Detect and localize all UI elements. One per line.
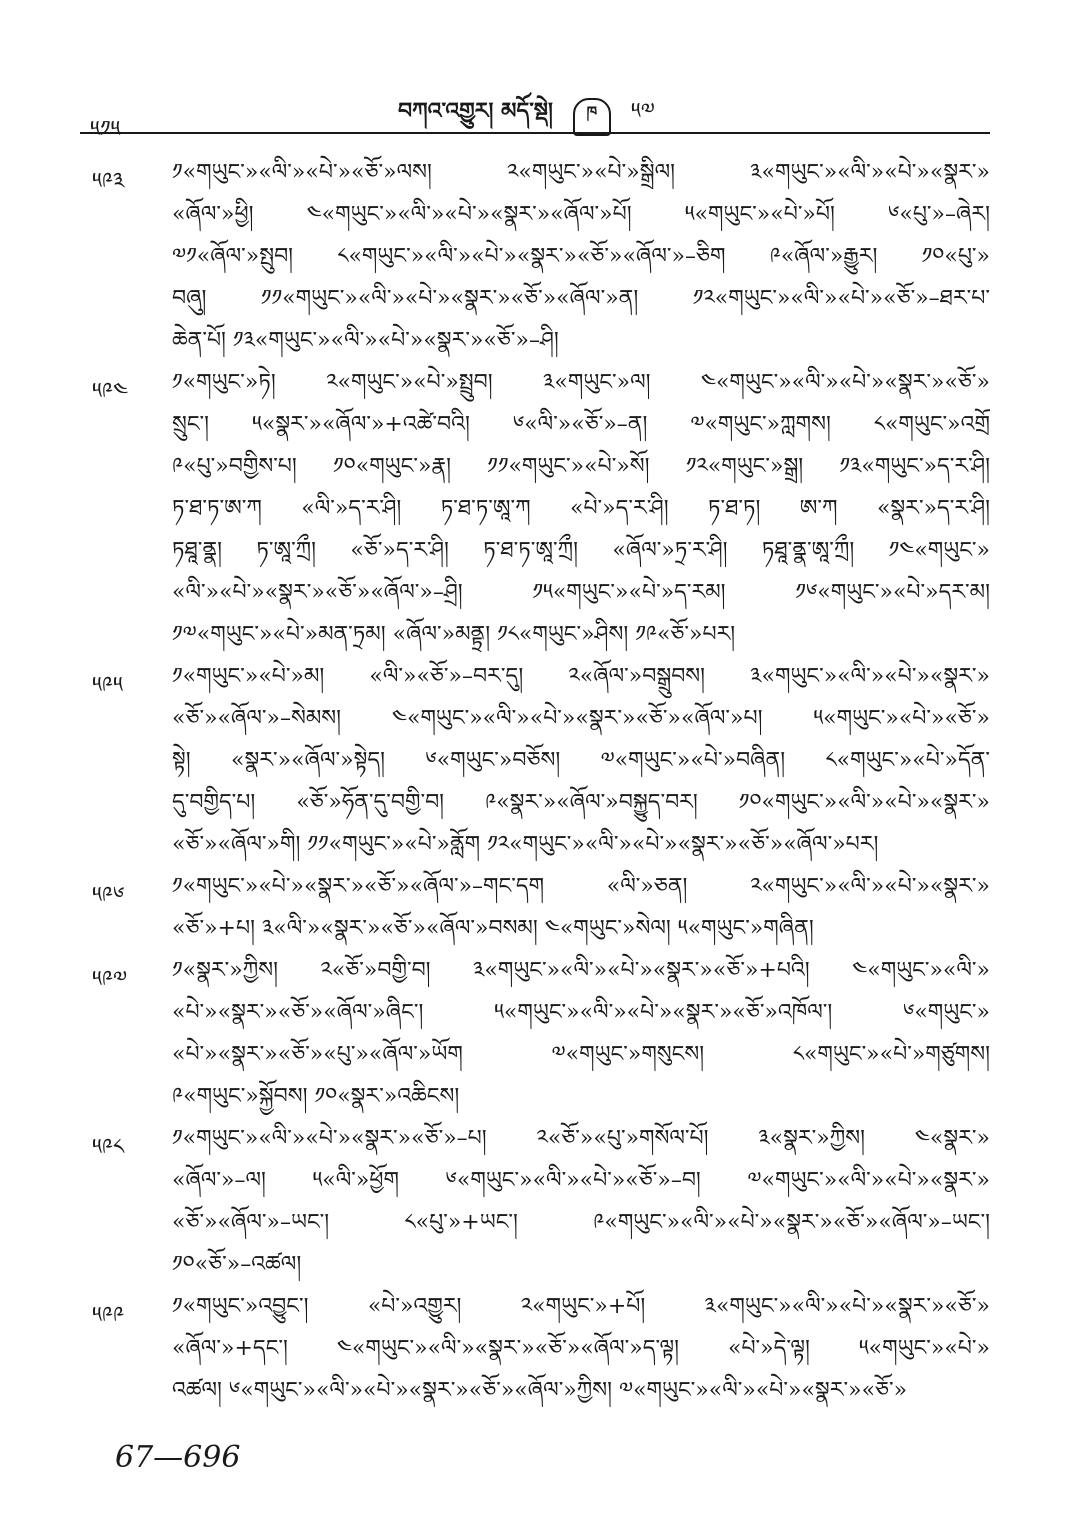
entry-number: ༥༩༣ — [92, 169, 125, 194]
note-entry — [92, 866, 990, 950]
entry-line: ཏ་ཐ་ཏ་ཨ་ཀ «ལི་»ད་ར་ཤི། ཏ་ཐ་ཏ་ཨཱ་ཀ «པེ་»ད་ར་ཤི། ཏ་ཐ་ཏ། ཨ་ཀ «སྣར་»ད་ར་ཤི། — [172, 496, 990, 521]
entry-line: ༡«གཡུང་»«པེ་»མ། «ལི་»«ཅོ་»–བར་དུ། ༢«ཞོལ་»བསྒྲུབས། ༣«གཡུང་»«ལི་»«པེ་»«སྣར་» — [172, 664, 990, 689]
entry-number: ༥༩༥ — [92, 673, 123, 698]
note-entry — [92, 950, 990, 1118]
entry-line: ༡༠«ཅོ་»–འཚལ། — [172, 1252, 302, 1277]
page-code: 67—696 — [115, 1440, 241, 1475]
entry-lines — [172, 1118, 990, 1286]
note-entry — [92, 1286, 990, 1412]
volume-number: ༥༧ — [630, 99, 655, 124]
entry-line: «ཞོལ་»–ལ། ༥«ལི་»ཕྱོག ༦«གཡུང་»«ལི་»«པེ་»«ཅོ་»–བ། ༧«གཡུང་»«ལི་»«པེ་»«སྣར་» — [172, 1168, 990, 1193]
note-entry — [92, 362, 990, 656]
entry-lines — [172, 866, 990, 950]
entry-line: ༡«སྣར་»ཀྱིས། ༢«ཅོ་»བགྱི་བ། ༣«གཡུང་»«ལི་»«པེ་»«སྣར་»«ཅོ་»+པའི། ༤«གཡུང་»«ལི་» — [172, 958, 990, 983]
note-entry — [92, 656, 990, 866]
entry-lines — [172, 152, 990, 362]
entry-number: ༥༩༦ — [92, 883, 125, 908]
entry-line: «པེ་»«སྣར་»«ཅོ་»«ཞོལ་»ཞིང་། ༥«གཡུང་»«ལི་»«པེ་»«སྣར་»«ཅོ་»འཁོལ་། ༦«གཡུང་» — [172, 1000, 990, 1025]
entry-lines — [172, 950, 990, 1118]
entry-lines — [172, 1286, 990, 1412]
entry-line: ༧༡«ཞོལ་»སྤུབ། ༨«གཡུང་»«ལི་»«པེ་»«སྣར་»«ཅོ་»«ཞོལ་»–ཅིག ༩«ཞོལ་»རྒྱུར། ༡༠«པུ་» — [172, 244, 990, 269]
note-entry — [92, 152, 990, 362]
entry-line: ༡«གཡུང་»ཏེ། ༢«གཡུང་»«པེ་»སྤྲུབ། ༣«གཡུང་»ལ། ༤«གཡུང་»«ལི་»«པེ་»«སྣར་»«ཅོ་» — [172, 370, 990, 395]
page-number-top: ༥༡༥ — [90, 117, 121, 142]
entry-line: ༩«པུ་»བགྱིས་པ། ༡༠«གཡུང་»རྣ། ༡༡«གཡུང་»«པེ་»སོ། ༡༢«གཡུང་»སྒྲ། ༡༣«གཡུང་»ད་ར་ཤི། — [172, 454, 990, 479]
note-entry — [92, 1118, 990, 1286]
entry-line: «ཞོལ་»+དང་། ༤«གཡུང་»«ལི་»«སྣར་»«ཅོ་»«ཞོལ་»ད་ལྟ། «པེ་»དེ་ལྟ། ༥«གཡུང་»«པེ་» — [172, 1336, 990, 1361]
entry-line: སྟེ། «སྣར་»«ཞོལ་»སྟེད། ༦«གཡུང་»བཅོས། ༧«གཡུང་»«པེ་»བཞིན། ༨«གཡུང་»«པེ་»དོན་ — [172, 748, 990, 773]
entry-line: ༩«གཡུང་»སྐྱོབས། ༡༠«སྣར་»འཆིངས། — [172, 1084, 460, 1109]
emblem-letter: ཁ — [586, 103, 598, 121]
volume-title: བཀའ་འགྱུར། མདོ་སྡེ། — [398, 98, 553, 124]
entries-list — [92, 152, 990, 1412]
entry-number: ༥༩༩ — [92, 1303, 125, 1328]
entry-lines — [172, 656, 990, 866]
entry-line: «པེ་»«སྣར་»«ཅོ་»«པུ་»«ཞོལ་»ཡོག ༧«གཡུང་»གསུངས། ༨«གཡུང་»«པེ་»གཙུགས། — [172, 1042, 990, 1067]
emblem-icon — [573, 98, 611, 136]
page-header — [80, 82, 990, 142]
entry-line: བཞུ། ༡༡«གཡུང་»«ལི་»«པེ་»«སྣར་»«ཅོ་»«ཞོལ་»ན། ༡༢«གཡུང་»«ལི་»«པེ་»«ཅོ་»–ཐར་པ་ — [172, 286, 990, 311]
entry-number: ༥༩༨ — [92, 1135, 125, 1160]
entry-line: སྲུང་། ༥«སྣར་»«ཞོལ་»+འཚེ་བའི། ༦«ལི་»«ཅོ་»–ན། ༧«གཡུང་»ཀླགས། ༨«གཡུང་»འགྲོ — [172, 412, 990, 437]
entry-line: འཚལ། ༦«གཡུང་»«ལི་»«པེ་»«སྣར་»«ཅོ་»«ཞོལ་»ཀྱིས། ༧«གཡུང་»«ལི་»«པེ་»«སྣར་»«ཅོ་» — [172, 1378, 908, 1403]
entry-number: ༥༩༧ — [92, 967, 128, 992]
entry-line: དུ་བགྱིད་པ། «ཅོ་»ཧོན་དུ་བགྱི་བ། ༩«སྣར་»«ཞོལ་»བསྐྱུད་བར། ༡༠«གཡུང་»«ལི་»«པེ་»«སྣར་» — [172, 790, 990, 815]
entry-number: ༥༩༤ — [92, 379, 129, 404]
entry-line: ༡«གཡུང་»«པེ་»«སྣར་»«ཅོ་»«ཞོལ་»–གང་དག «ལི་»ཅན། ༢«གཡུང་»«ལི་»«པེ་»«སྣར་» — [172, 874, 990, 899]
entry-line: «ཅོ་»«ཞོལ་»གི། ༡༡«གཡུང་»«པེ་»ནློག ༡༢«གཡུང་»«ལི་»«པེ་»«སྣར་»«ཅོ་»«ཞོལ་»པར། — [172, 832, 879, 857]
entry-line: ༡«གཡུང་»འབྱུང་། «པེ་»འགྱུར། ༢«གཡུང་»+པོ། ༣«གཡུང་»«ལི་»«པེ་»«སྣར་»«ཅོ་» — [172, 1294, 990, 1319]
entry-line: ཏཐཱ་ནྣ། ཏ་ཨཱ་ཀྲྀ། «ཅོ་»ད་ར་ཤི། ཏ་ཐ་ཏ་ཨཱ་ཀྲྀ། «ཞོལ་»ཏྲ་ར་ཤི། ཏཐཱ་ནྣ་ཨཱ་ཀྲྀ། ༡༤«གཡུང་» — [172, 538, 990, 563]
title-block — [398, 86, 655, 148]
entry-line: «ཅོ་»«ཞོལ་»–སེམས། ༤«གཡུང་»«ལི་»«པེ་»«སྣར་»«ཅོ་»«ཞོལ་»པ། ༥«གཡུང་»«པེ་»«ཅོ་» — [172, 706, 990, 731]
entry-line: ༡«གཡུང་»«ལི་»«པེ་»«ཅོ་»ལས། ༢«གཡུང་»«པེ་»སྒྲིལ། ༣«གཡུང་»«ལི་»«པེ་»«སྣར་» — [172, 160, 990, 185]
entry-lines — [172, 362, 990, 656]
entry-line: «ལི་»«པེ་»«སྣར་»«ཅོ་»«ཞོལ་»–ཤྲི། ༡༥«གཡུང་»«པེ་»ད་རམ། ༡༦«གཡུང་»«པེ་»དར་མ། — [172, 580, 990, 605]
entry-line: «ཅོ་»+པ། ༣«ལི་»«སྣར་»«ཅོ་»«ཞོལ་»བསམ། ༤«གཡུང་»སེལ། ༥«གཡུང་»གཞིན། — [172, 916, 814, 941]
entry-line: ཆེན་པོ། ༡༣«གཡུང་»«ལི་»«པེ་»«སྣར་»«ཅོ་»–ཤི། — [172, 328, 559, 353]
entry-line: ༡༧«གཡུང་»«པེ་»མན་ཏྲམ། «ཞོལ་»མནྟྲ། ༡༨«གཡུང་»ཤིས། ༡༩«ཅོ་»པར། — [172, 622, 736, 647]
entry-line: ༡«གཡུང་»«ལི་»«པེ་»«སྣར་»«ཅོ་»–པ། ༢«ཅོ་»«པུ་»གསོལ་པོ། ༣«སྣར་»ཀྱིས། ༤«སྣར་» — [172, 1126, 990, 1151]
entry-line: «ཅོ་»«ཞོལ་»–ཡང་། ༨«པུ་»+ཡང་། ༩«གཡུང་»«ལི་»«པེ་»«སྣར་»«ཅོ་»«ཞོལ་»–ཡང་། — [172, 1210, 990, 1235]
entry-line: «ཞོལ་»ཕྱི། ༤«གཡུང་»«ལི་»«པེ་»«སྣར་»«ཞོལ་»པོ། ༥«གཡུང་»«པེ་»པོ། ༦«པུ་»–ཞེར། — [172, 202, 990, 227]
